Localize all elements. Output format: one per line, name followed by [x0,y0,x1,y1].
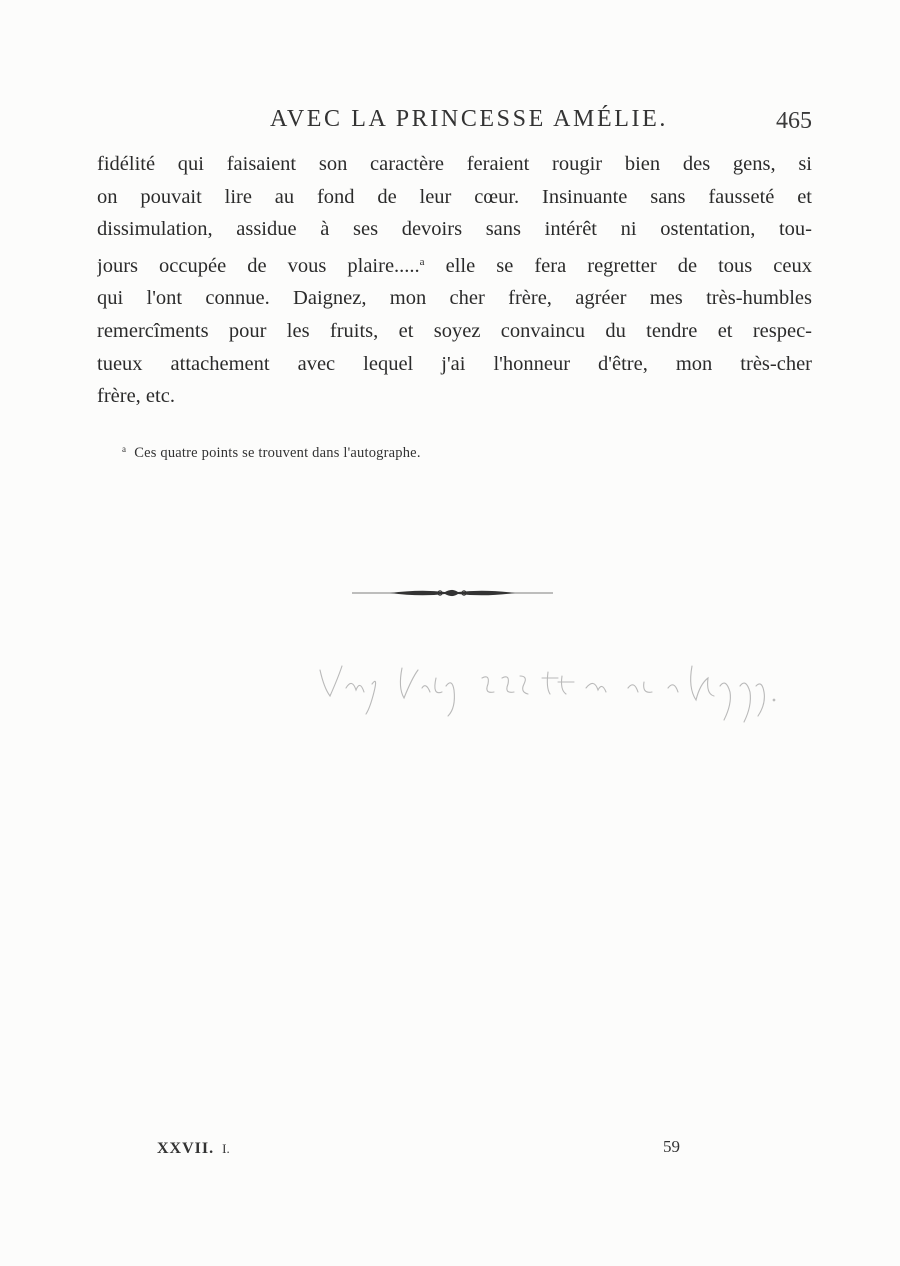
body-line: tueux attachement avec lequel j'ai l'honneur d'être, mon très-cher [97,352,812,375]
letter-body [97,148,812,413]
footnote-mark: a [122,444,127,454]
body-line: frère, etc. [97,385,175,408]
body-line-with-note [97,246,812,283]
body-line-part: jours occupée de vous plaire..... [97,254,420,277]
body-line: dissimulation, assidue à ses devoirs sans intérêt ni ostentation, tou- [97,218,812,241]
ornament-divider-icon [350,584,555,602]
body-line: qui l'ont connue. Daignez, mon cher frère, agréer mes très-humbles [97,287,812,310]
body-line: fidélité qui faisaient son caractère feraient rougir bien des gens, si [97,153,812,175]
body-line-part: elle se fera regretter de tous ceux [424,254,812,277]
signature-mark [157,1140,230,1158]
footnote-text: Ces quatre points se trouvent dans l'autographe. [134,445,421,461]
sheet-number: 59 [663,1137,680,1156]
signature-mark-label: XXVII. [157,1140,215,1157]
handwritten-annotation [312,648,792,738]
running-title: AVEC LA PRINCESSE AMÉLIE. [270,106,668,132]
page-number: 465 [776,108,812,134]
body-line: remercîments pour les fruits, et soyez convaincu du tendre et respec- [97,319,812,342]
footnote-reference: a [419,255,425,268]
signature-mark-sub: I. [222,1141,230,1156]
footnote [122,444,722,462]
body-line: on pouvait lire au fond de leur cœur. Insinuante sans fausseté et [97,185,812,208]
running-head [96,106,812,138]
